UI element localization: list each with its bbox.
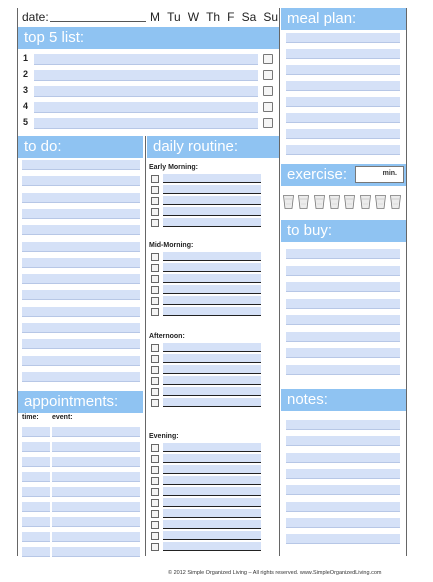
appointment-event-line[interactable] [52,517,140,527]
meal-plan-header [281,8,406,30]
routine-title: daily routine: [153,138,239,155]
water-glass-icon[interactable] [329,195,340,209]
routine-checkbox[interactable] [151,208,159,216]
routine-line[interactable] [163,476,261,485]
appointment-time-line[interactable] [22,457,50,467]
notes-line[interactable] [286,453,400,463]
notes-line[interactable] [286,469,400,479]
meal-plan-line[interactable] [286,65,400,75]
meal-plan-line[interactable] [286,49,400,59]
routine-line[interactable] [163,263,261,272]
weekday-tu[interactable]: Tu [167,10,181,24]
weekday-w[interactable]: W [187,10,200,24]
water-glass-icon[interactable] [314,195,325,209]
routine-checkbox[interactable] [151,399,159,407]
notes-header [281,389,406,411]
weekday-selector [150,10,278,24]
routine-section-label: Afternoon: [149,333,185,340]
appointment-event-line[interactable] [52,457,140,467]
top5-number: 4 [23,101,29,111]
top5-line[interactable] [34,70,258,81]
routine-line[interactable] [163,376,261,385]
todo-header [18,136,143,158]
routine-checkbox[interactable] [151,286,159,294]
to-buy-line[interactable] [286,282,400,292]
routine-line[interactable] [163,252,261,261]
appointment-event-line[interactable] [52,502,140,512]
routine-line[interactable] [163,498,261,507]
water-glass-icon[interactable] [390,195,401,209]
routine-line[interactable] [163,509,261,518]
notes-line[interactable] [286,485,400,495]
routine-line[interactable] [163,174,261,183]
to-buy-line[interactable] [286,365,400,375]
water-glass-icon[interactable] [344,195,355,209]
routine-header [147,136,279,158]
routine-checkbox[interactable] [151,219,159,227]
top5-line[interactable] [34,102,258,113]
top5-title: top 5 list: [24,29,85,46]
date-field[interactable] [50,21,146,22]
routine-checkbox[interactable] [151,543,159,551]
routine-line[interactable] [163,296,261,305]
appointment-event-line[interactable] [52,547,140,557]
appointment-time-line[interactable] [22,442,50,452]
routine-checkbox[interactable] [151,264,159,272]
routine-line[interactable] [163,354,261,363]
routine-checkbox[interactable] [151,297,159,305]
exercise-minutes-field[interactable] [355,166,404,183]
water-glass-icon[interactable] [298,195,309,209]
notes-line[interactable] [286,420,400,430]
routine-section-label: Evening: [149,433,179,440]
routine-checkbox[interactable] [151,477,159,485]
todo-line[interactable] [22,209,140,219]
routine-line[interactable] [163,218,261,227]
top5-checkbox[interactable] [263,102,273,112]
routine-line[interactable] [163,196,261,205]
routine-checkbox[interactable] [151,444,159,452]
exercise-title: exercise: [287,166,348,183]
routine-checkbox[interactable] [151,253,159,261]
weekday-th[interactable]: Th [206,10,221,24]
exercise-unit: min. [382,170,397,177]
appointments-title: appointments: [24,393,119,410]
top5-line[interactable] [34,118,258,129]
routine-line[interactable] [163,365,261,374]
appointment-event-line[interactable] [52,487,140,497]
meal-plan-line[interactable] [286,129,400,139]
routine-line[interactable] [163,520,261,529]
routine-line[interactable] [163,285,261,294]
to-buy-line[interactable] [286,299,400,309]
routine-checkbox[interactable] [151,308,159,316]
date-label: date: [22,10,49,24]
top5-line[interactable] [34,54,258,65]
weekday-f[interactable]: F [227,10,235,24]
todo-line[interactable] [22,242,140,252]
appointment-event-line[interactable] [52,427,140,437]
todo-line[interactable] [22,323,140,333]
top5-checkbox[interactable] [263,54,273,64]
to-buy-line[interactable] [286,348,400,358]
routine-checkbox[interactable] [151,499,159,507]
routine-line[interactable] [163,307,261,316]
middle-column-divider [145,136,146,556]
top5-checkbox[interactable] [263,70,273,80]
right-border [406,8,407,556]
routine-checkbox[interactable] [151,344,159,352]
routine-checkbox[interactable] [151,186,159,194]
appointment-time-line[interactable] [22,532,50,542]
routine-checkbox[interactable] [151,377,159,385]
appointment-event-line[interactable] [52,442,140,452]
todo-line[interactable] [22,160,140,170]
water-glass-icon[interactable] [283,195,294,209]
routine-checkbox[interactable] [151,388,159,396]
appointment-time-line[interactable] [22,487,50,497]
weekday-su[interactable]: Su [263,10,278,24]
todo-line[interactable] [22,193,140,203]
notes-line[interactable] [286,518,400,528]
routine-checkbox[interactable] [151,532,159,540]
appointment-time-line[interactable] [22,547,50,557]
top5-number: 1 [23,53,29,63]
to-buy-line[interactable] [286,249,400,259]
routine-section-label: Early Morning: [149,164,199,171]
appointment-event-line[interactable] [52,472,140,482]
to-buy-line[interactable] [286,315,400,325]
top5-number: 2 [23,69,29,79]
routine-checkbox[interactable] [151,197,159,205]
left-border [17,8,18,556]
top5-checkbox[interactable] [263,118,273,128]
routine-line[interactable] [163,387,261,396]
water-glass-icon[interactable] [375,195,386,209]
meal-plan-line[interactable] [286,113,400,123]
appointment-event-line[interactable] [52,532,140,542]
meal-plan-line[interactable] [286,145,400,155]
routine-section-label: Mid-Morning: [149,242,194,249]
meal-plan-line[interactable] [286,81,400,91]
routine-line[interactable] [163,398,261,407]
right-column-divider [279,8,280,556]
routine-checkbox[interactable] [151,366,159,374]
todo-line[interactable] [22,176,140,186]
todo-line[interactable] [22,372,140,382]
routine-checkbox[interactable] [151,510,159,518]
todo-line[interactable] [22,339,140,349]
notes-title: notes: [287,391,328,408]
top5-number: 5 [23,117,29,127]
time-label: time: [22,414,39,421]
routine-checkbox[interactable] [151,355,159,363]
todo-line[interactable] [22,258,140,268]
meal-plan-line[interactable] [286,33,400,43]
todo-title: to do: [24,138,62,155]
routine-line[interactable] [163,454,261,463]
appointments-header [18,391,143,413]
meal-plan-line[interactable] [286,97,400,107]
todo-line[interactable] [22,307,140,317]
to-buy-title: to buy: [287,222,333,239]
footer-copyright: © 2012 Simple Organized Living – All rights reserved. www.SimpleOrganizedLiving.com [168,570,382,576]
notes-line[interactable] [286,534,400,544]
top5-line[interactable] [34,86,258,97]
todo-line[interactable] [22,274,140,284]
top5-checkbox[interactable] [263,86,273,96]
to-buy-line[interactable] [286,266,400,276]
routine-checkbox[interactable] [151,455,159,463]
routine-line[interactable] [163,274,261,283]
top5-number: 3 [23,85,29,95]
notes-line[interactable] [286,502,400,512]
appointment-time-line[interactable] [22,502,50,512]
routine-checkbox[interactable] [151,466,159,474]
meal-plan-title: meal plan: [287,10,357,27]
weekday-sa[interactable]: Sa [241,10,257,24]
routine-line[interactable] [163,343,261,352]
routine-line[interactable] [163,487,261,496]
appointment-time-line[interactable] [22,517,50,527]
todo-line[interactable] [22,356,140,366]
to-buy-line[interactable] [286,332,400,342]
routine-line[interactable] [163,207,261,216]
routine-line[interactable] [163,443,261,452]
to-buy-header [281,220,406,242]
appointment-time-line[interactable] [22,472,50,482]
top5-header [18,27,279,49]
routine-checkbox[interactable] [151,521,159,529]
routine-line[interactable] [163,185,261,194]
weekday-m[interactable]: M [150,10,160,24]
routine-line[interactable] [163,465,261,474]
routine-line[interactable] [163,531,261,540]
todo-line[interactable] [22,225,140,235]
routine-checkbox[interactable] [151,488,159,496]
appointment-time-line[interactable] [22,427,50,437]
routine-line[interactable] [163,542,261,551]
event-label: event: [52,414,73,421]
todo-line[interactable] [22,290,140,300]
routine-checkbox[interactable] [151,175,159,183]
notes-line[interactable] [286,436,400,446]
routine-checkbox[interactable] [151,275,159,283]
water-glass-icon[interactable] [360,195,371,209]
